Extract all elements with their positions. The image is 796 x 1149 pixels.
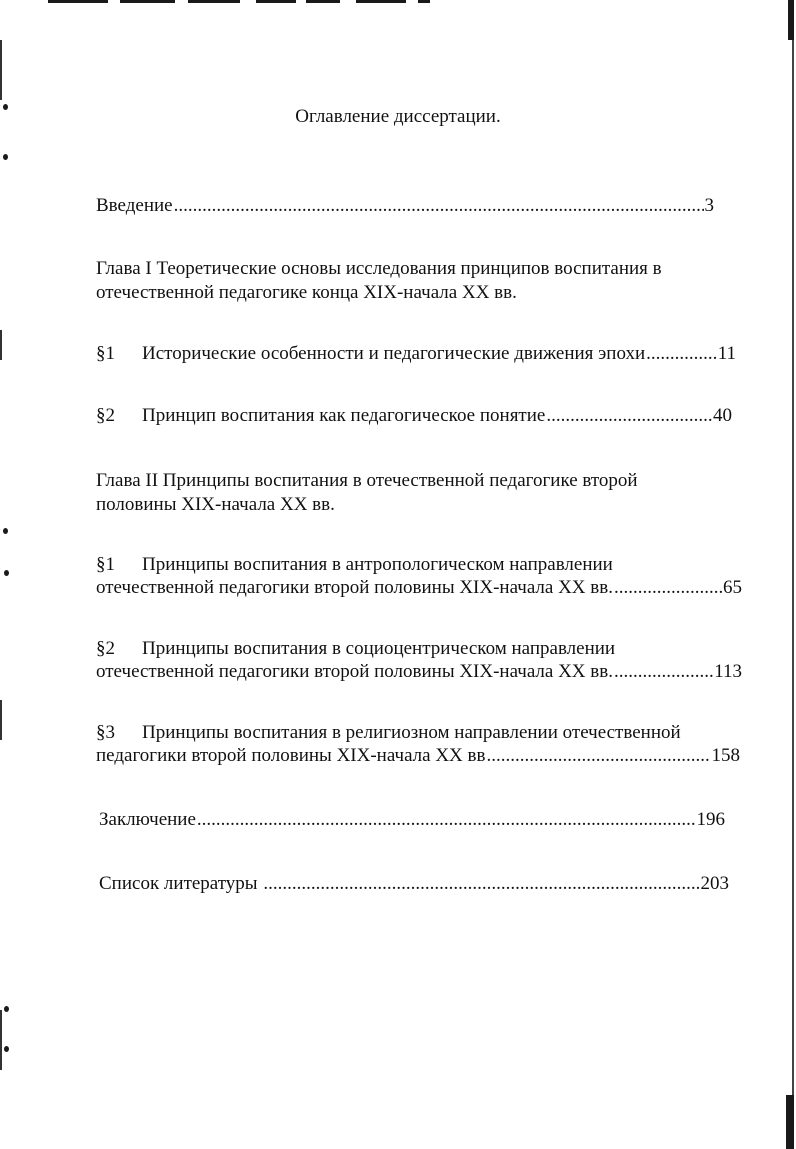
page-title: Оглавление диссертации.	[295, 106, 501, 127]
toc-entry-section-line	[96, 553, 613, 577]
dot-leader	[614, 660, 713, 684]
dot-leader	[546, 404, 712, 428]
toc-entry-label: Список литературы	[99, 873, 263, 894]
toc-entry-label	[96, 404, 545, 428]
toc-entry-page: 113	[714, 661, 742, 682]
scan-artifact	[120, 0, 175, 3]
dot-leader	[174, 194, 704, 218]
toc-entry-page: 3	[704, 195, 714, 216]
chapter-heading-line: половины XIX-начала XX вв.	[96, 494, 335, 515]
toc-entry-bibliography	[99, 872, 729, 896]
scan-artifact	[306, 0, 340, 3]
section-title: Принципы воспитания в антропологическом направлении	[142, 554, 613, 575]
section-number: §1	[96, 343, 115, 364]
section-title: Принципы воспитания в социоцентрическом направлении	[142, 638, 616, 659]
dot-leader	[646, 342, 717, 366]
toc-entry-label	[96, 342, 645, 366]
section-title: Принцип воспитания как педагогическое понятие	[142, 405, 546, 426]
scan-artifact	[4, 1046, 9, 1052]
dot-leader	[486, 744, 710, 768]
dot-leader	[614, 576, 722, 600]
toc-entry-section	[96, 404, 732, 428]
toc-entry-page: 65	[723, 577, 742, 598]
scan-artifact	[256, 0, 296, 3]
scan-artifact	[0, 700, 2, 740]
scan-artifact	[3, 154, 8, 160]
section-number: §1	[96, 554, 115, 575]
chapter-heading-line: Глава II Принципы воспитания в отечественной педагогике второй	[96, 470, 638, 491]
chapter-heading-line: Глава I Теоретические основы исследования принципов воспитания в	[96, 258, 662, 279]
dot-leader	[197, 808, 696, 832]
toc-entry-page: 11	[717, 343, 736, 364]
toc-entry-label: Введение	[96, 195, 173, 216]
toc-entry-section	[96, 660, 742, 684]
chapter-heading-line: отечественной педагогике конца XIX-начала XX вв.	[96, 282, 517, 303]
toc-entry-section-line	[96, 637, 615, 661]
toc-entry-section	[96, 744, 740, 768]
toc-entry-label: Заключение	[99, 809, 196, 830]
toc-entry-section	[96, 576, 742, 600]
toc-entry-intro	[96, 194, 714, 218]
scan-artifact	[792, 40, 794, 1100]
scan-artifact	[786, 1095, 794, 1149]
scan-artifact	[0, 40, 2, 100]
section-title: Принципы воспитания в религиозном направлении отечественной	[142, 722, 681, 743]
scan-artifact	[356, 0, 406, 3]
toc-entry-label: педагогики второй половины XIX-начала XX вв	[96, 745, 486, 766]
scan-artifact	[4, 1006, 9, 1012]
scan-artifact	[4, 570, 9, 576]
toc-entry-label: отечественной педагогики второй половины XIX-начала XX вв.	[96, 577, 613, 598]
toc-entry-page: 203	[700, 873, 729, 894]
toc-entry-conclusion	[99, 808, 725, 832]
toc-entry-page: 158	[711, 745, 740, 766]
scan-artifact	[0, 330, 2, 360]
section-title: Исторические особенности и педагогические движения эпохи	[142, 343, 646, 364]
toc-entry-section	[96, 342, 736, 366]
scan-artifact	[418, 0, 430, 3]
scan-artifact	[48, 0, 108, 3]
toc-entry-section-line	[96, 721, 681, 745]
toc-entry-page: 40	[713, 405, 732, 426]
dot-leader	[263, 872, 699, 896]
scan-artifact	[188, 0, 240, 3]
toc-entry-label: отечественной педагогики второй половины XIX-начала XX вв.	[96, 661, 613, 682]
section-number: §2	[96, 638, 115, 659]
toc-entry-page: 196	[696, 809, 725, 830]
scan-artifact	[3, 528, 8, 534]
section-number: §3	[96, 722, 115, 743]
scan-artifact	[788, 0, 794, 40]
scan-artifact	[0, 1010, 2, 1070]
section-number: §2	[96, 405, 115, 426]
